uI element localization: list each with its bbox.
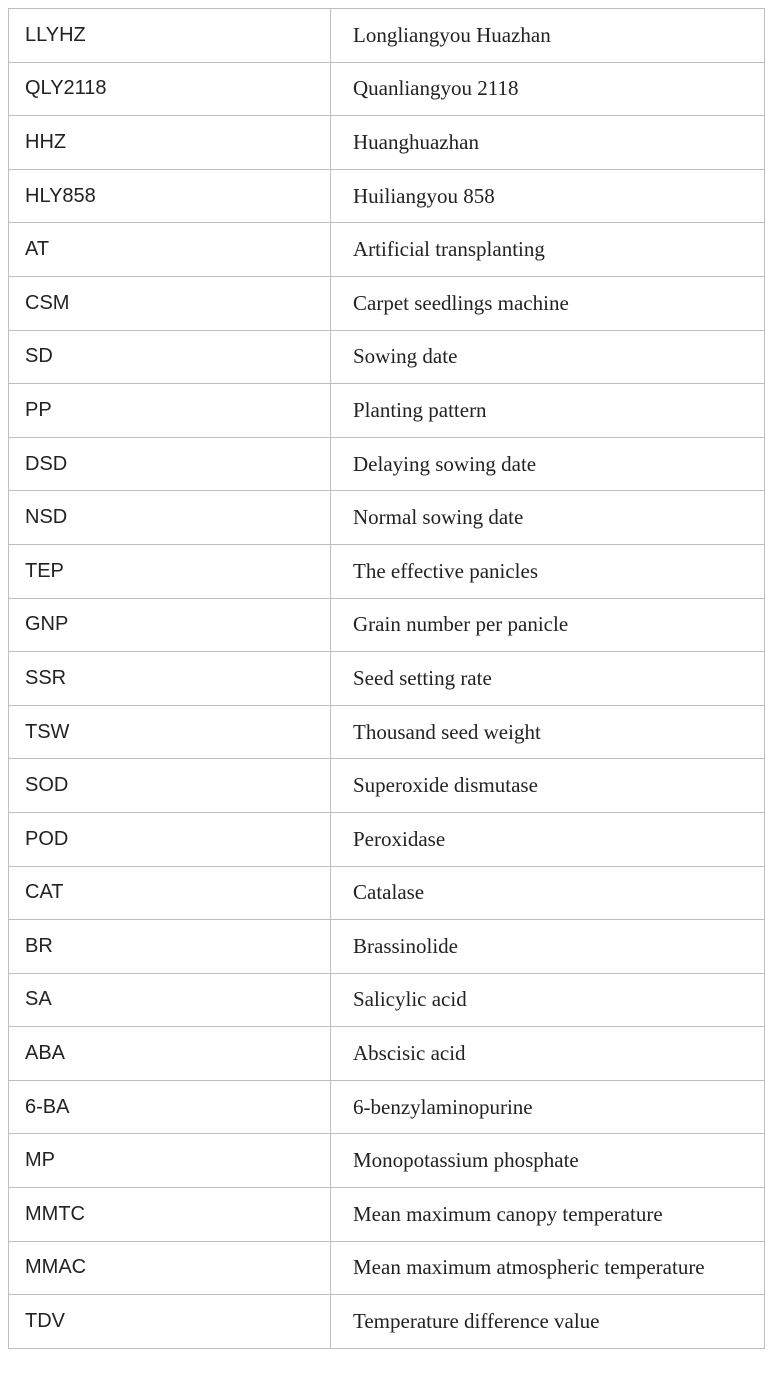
table-row — [9, 223, 765, 277]
table-row — [9, 276, 765, 330]
table-row — [9, 1188, 765, 1242]
definition-cell: Mean maximum atmospheric temperature — [331, 1241, 765, 1295]
table-row — [9, 598, 765, 652]
definition-cell: The effective panicles — [331, 544, 765, 598]
definition-cell: 6-benzylaminopurine — [331, 1080, 765, 1134]
table-row — [9, 544, 765, 598]
definition-cell: Longliangyou Huazhan — [331, 9, 765, 63]
definition-cell: Thousand seed weight — [331, 705, 765, 759]
table-row — [9, 652, 765, 706]
table-row — [9, 169, 765, 223]
abbreviations-table-container — [8, 8, 764, 1349]
abbreviation-cell: DSD — [9, 437, 331, 491]
table-row — [9, 973, 765, 1027]
table-row — [9, 1241, 765, 1295]
abbreviation-cell: POD — [9, 812, 331, 866]
abbreviation-cell: NSD — [9, 491, 331, 545]
abbreviation-cell: CSM — [9, 276, 331, 330]
definition-cell: Monopotassium phosphate — [331, 1134, 765, 1188]
definition-cell: Carpet seedlings machine — [331, 276, 765, 330]
abbreviation-cell: HLY858 — [9, 169, 331, 223]
definition-cell: Superoxide dismutase — [331, 759, 765, 813]
definition-cell: Sowing date — [331, 330, 765, 384]
definition-cell: Artificial transplanting — [331, 223, 765, 277]
abbreviation-cell: GNP — [9, 598, 331, 652]
abbreviation-cell: 6-BA — [9, 1080, 331, 1134]
definition-cell: Huanghuazhan — [331, 116, 765, 170]
definition-cell: Quanliangyou 2118 — [331, 62, 765, 116]
definition-cell: Seed setting rate — [331, 652, 765, 706]
abbreviation-cell: SSR — [9, 652, 331, 706]
table-row — [9, 62, 765, 116]
abbreviation-cell: TSW — [9, 705, 331, 759]
abbreviations-table-body — [9, 9, 765, 1349]
table-row — [9, 1080, 765, 1134]
definition-cell: Abscisic acid — [331, 1027, 765, 1081]
definition-cell: Temperature difference value — [331, 1295, 765, 1349]
abbreviation-cell: SA — [9, 973, 331, 1027]
abbreviation-cell: QLY2118 — [9, 62, 331, 116]
abbreviation-cell: MP — [9, 1134, 331, 1188]
abbreviation-cell: MMAC — [9, 1241, 331, 1295]
table-row — [9, 812, 765, 866]
abbreviation-cell: TDV — [9, 1295, 331, 1349]
abbreviation-cell: SOD — [9, 759, 331, 813]
abbreviation-cell: AT — [9, 223, 331, 277]
abbreviation-cell: HHZ — [9, 116, 331, 170]
definition-cell: Grain number per panicle — [331, 598, 765, 652]
definition-cell: Mean maximum canopy temperature — [331, 1188, 765, 1242]
abbreviation-cell: ABA — [9, 1027, 331, 1081]
table-row — [9, 116, 765, 170]
abbreviations-table — [8, 8, 765, 1349]
table-row — [9, 384, 765, 438]
definition-cell: Peroxidase — [331, 812, 765, 866]
table-row — [9, 1134, 765, 1188]
abbreviation-cell: LLYHZ — [9, 9, 331, 63]
definition-cell: Normal sowing date — [331, 491, 765, 545]
table-row — [9, 705, 765, 759]
abbreviation-cell: PP — [9, 384, 331, 438]
abbreviation-cell: SD — [9, 330, 331, 384]
definition-cell: Planting pattern — [331, 384, 765, 438]
abbreviation-cell: TEP — [9, 544, 331, 598]
definition-cell: Salicylic acid — [331, 973, 765, 1027]
definition-cell: Brassinolide — [331, 920, 765, 974]
table-row — [9, 330, 765, 384]
table-row — [9, 491, 765, 545]
abbreviation-cell: MMTC — [9, 1188, 331, 1242]
definition-cell: Huiliangyou 858 — [331, 169, 765, 223]
table-row — [9, 437, 765, 491]
table-row — [9, 9, 765, 63]
table-row — [9, 759, 765, 813]
definition-cell: Catalase — [331, 866, 765, 920]
table-row — [9, 920, 765, 974]
table-row — [9, 866, 765, 920]
abbreviation-cell: CAT — [9, 866, 331, 920]
abbreviation-cell: BR — [9, 920, 331, 974]
definition-cell: Delaying sowing date — [331, 437, 765, 491]
table-row — [9, 1027, 765, 1081]
table-row — [9, 1295, 765, 1349]
